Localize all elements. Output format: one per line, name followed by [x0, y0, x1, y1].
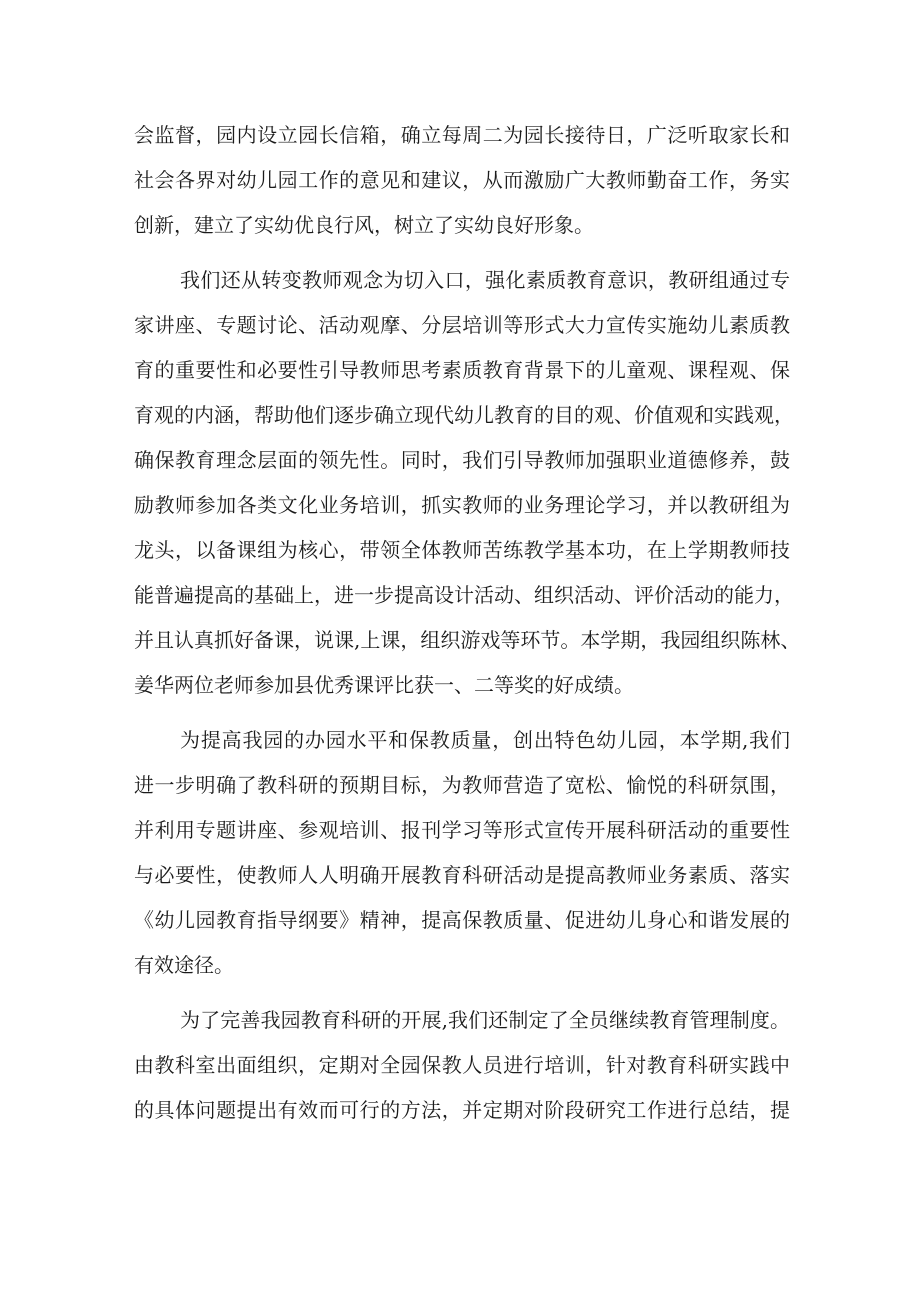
text-line: 的具体问题提出有效而可行的方法，并定期对阶段研究工作进行总结，提	[134, 1098, 790, 1122]
text-line: 会监督，园内设立园长信箱，确立每周二为园长接待日，广泛听取家长和	[134, 123, 790, 147]
text-line: 与必要性，使教师人人明确开展教育科研活动是提高教师业务素质、落实	[134, 863, 790, 887]
document-body	[134, 113, 801, 1133]
paragraph	[134, 998, 790, 1133]
text-line: 确保教育理念层面的领先性。同时，我们引导教师加强职业道德修养，鼓	[134, 448, 790, 472]
text-line: 社会各界对幼儿园工作的意见和建议，从而激励广大教师勤奋工作，务实	[134, 168, 790, 192]
paragraph	[134, 258, 801, 708]
text-line: 能普遍提高的基础上，进一步提高设计活动、组织活动、评价活动的能力，	[134, 583, 794, 607]
text-line: 家讲座、专题讨论、活动观摩、分层培训等形式大力宣传实施幼儿素质教	[134, 313, 790, 337]
text-line: 进一步明确了教科研的预期目标，为教师营造了宽松、愉悦的科研氛围，	[134, 773, 790, 797]
paragraph	[134, 113, 790, 248]
text-line: 创新，建立了实幼优良行风，树立了实幼良好形象。	[134, 213, 594, 237]
text-line: 我们还从转变教师观念为切入口，强化素质教育意识，教研组通过专	[180, 268, 790, 292]
text-line: 姜华两位老师参加县优秀课评比获一、二等奖的好成绩。	[134, 673, 634, 697]
paragraph	[134, 718, 790, 988]
text-line: 《幼儿园教育指导纲要》精神，提高保教质量、促进幼儿身心和谐发展的	[134, 908, 790, 932]
text-line: 育观的内涵，帮助他们逐步确立现代幼儿教育的目的观、价值观和实践观，	[134, 403, 794, 427]
text-line: 有效途径。	[134, 953, 234, 977]
text-line: 并且认真抓好备课，说课,上课，组织游戏等环节。本学期，我园组织陈林、	[134, 628, 801, 652]
text-line: 由教科室出面组织，定期对全园保教人员进行培训，针对教育科研实践中	[134, 1053, 790, 1077]
text-line: 并利用专题讲座、参观培训、报刊学习等形式宣传开展科研活动的重要性	[134, 818, 790, 842]
text-line: 龙头，以备课组为核心，带领全体教师苦练教学基本功，在上学期教师技	[134, 538, 790, 562]
text-line: 励教师参加各类文化业务培训，抓实教师的业务理论学习，并以教研组为	[134, 493, 790, 517]
text-line: 为提高我园的办园水平和保教质量，创出特色幼儿园，本学期,我们	[180, 728, 790, 752]
text-line: 为了完善我园教育科研的开展,我们还制定了全员继续教育管理制度。	[180, 1008, 790, 1032]
text-line: 育的重要性和必要性引导教师思考素质教育背景下的儿童观、课程观、保	[134, 358, 790, 382]
